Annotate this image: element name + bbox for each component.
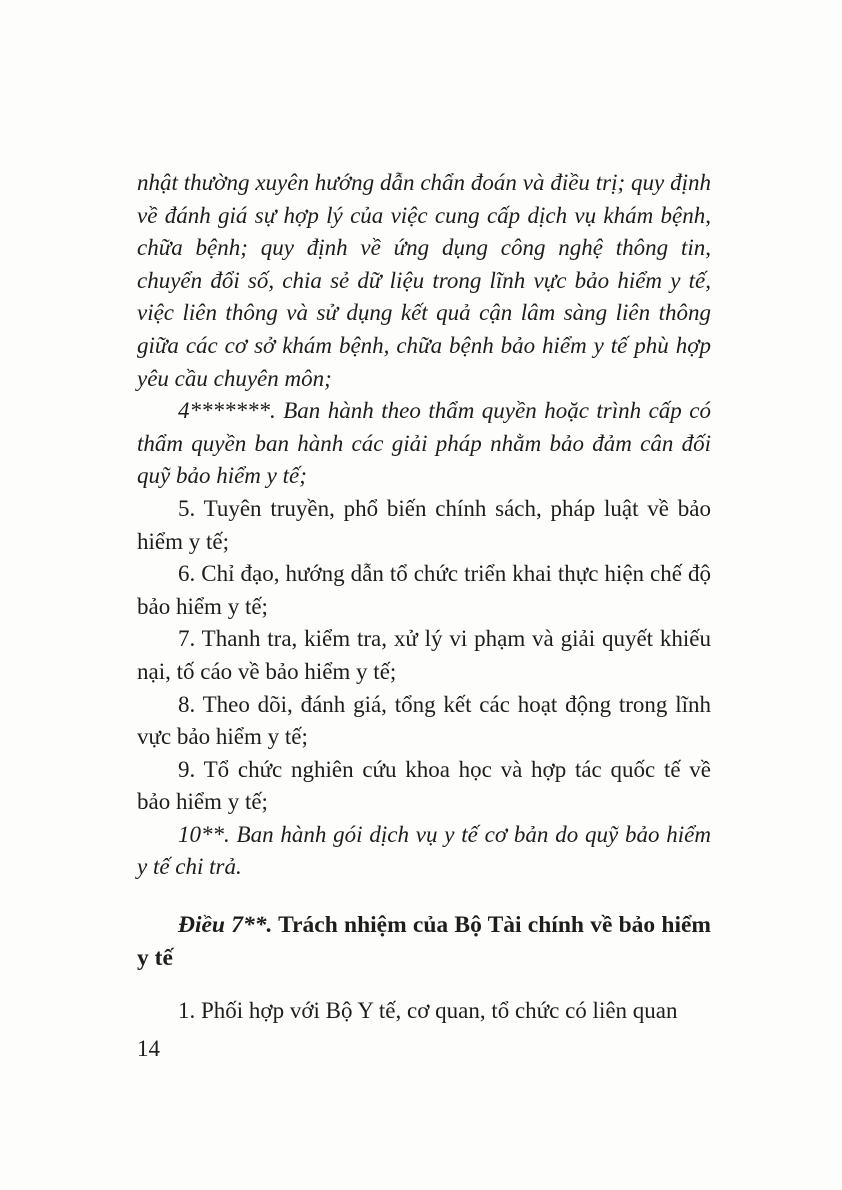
paragraph-item-7: 7. Thanh tra, kiểm tra, xử lý vi phạm và giải quyết khiếu nại, tố cáo về bảo hiểm y tế;	[137, 626, 711, 684]
paragraph-item-1: 1. Phối hợp với Bộ Y tế, cơ quan, tổ chức có liên quan	[178, 998, 678, 1024]
paragraph-item-4: 4*******. Ban hành theo thẩm quyền hoặc trình cấp có thẩm quyền ban hành các giải pháp nhằm bảo đảm cân đối quỹ bảo hiểm y tế;	[137, 398, 711, 489]
paragraph-item-5: 5. Tuyên truyền, phổ biến chính sách, pháp luật về bảo hiểm y tế;	[137, 495, 711, 554]
page-body	[137, 167, 711, 1028]
article-heading	[137, 909, 711, 974]
article-number: Điều 7**.	[178, 912, 273, 939]
paragraph-item-9: 9. Tổ chức nghiên cứu khoa học và hợp tác quốc tế về bảo hiểm y tế;	[137, 756, 711, 815]
paragraph-item-10: 10**. Ban hành gói dịch vụ y tế cơ bản do quỹ bảo hiểm y tế chi trả.	[137, 821, 711, 880]
paragraph-item-6: 6. Chỉ đạo, hướng dẫn tổ chức triển khai thực hiện chế độ bảo hiểm y tế;	[137, 561, 711, 619]
article-title: Trách nhiệm của Bộ Tài chính về bảo hiểm y tế	[137, 912, 712, 971]
page-number: 14	[137, 1036, 160, 1061]
paragraph-item-8: 8. Theo dõi, đánh giá, tổng kết các hoạt động trong lĩnh vực bảo hiểm y tế;	[137, 691, 711, 750]
paragraph-continuation: nhật thường xuyên hướng dẫn chẩn đoán và điều trị; quy định về đánh giá sự hợp lý của việc cung cấp dịch vụ khám bệnh, chữa bệnh; quy định về ứng dụng công nghệ thông tin, chuyển đổi số, chia sẻ dữ liệu trong lĩnh vực bảo hiểm y tế, việc liên thông và sử dụng kết quả cận lâm sàng liên thông giữa các cơ sở khám bệnh, chữa bệnh bảo hiểm y tế phù hợp yêu cầu chuyên môn;	[137, 170, 711, 391]
